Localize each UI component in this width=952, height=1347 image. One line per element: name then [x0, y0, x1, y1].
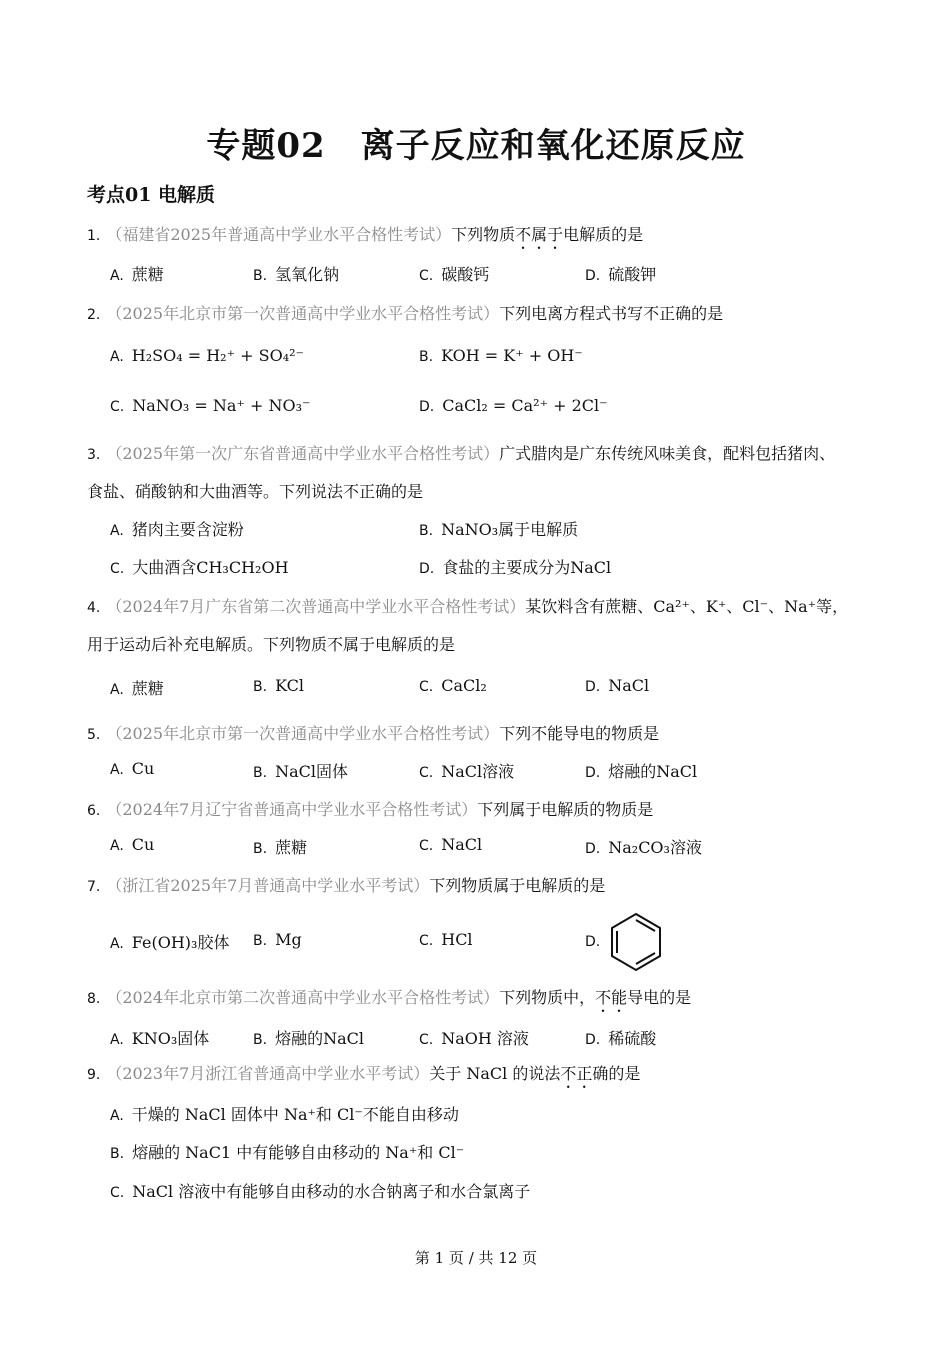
page-footer: 第 1 页 / 共 12 页: [414, 1249, 538, 1267]
page-title: 专题02 离子反应和氧化还原反应: [206, 126, 746, 166]
option-text: NaNO₃ = Na⁺ + NO₃⁻: [132, 396, 311, 415]
question-source: （2024年北京市第二次普通高中学业水平合格性考试）: [106, 988, 500, 1007]
answer-option[interactable]: [253, 676, 304, 695]
option-label: C.: [419, 268, 434, 284]
answer-option[interactable]: [253, 262, 339, 285]
option-text: NaOH 溶液: [441, 1029, 529, 1048]
option-label: A.: [110, 268, 124, 284]
question-text: 下列电离方程式书写不正确的是: [499, 304, 724, 323]
answer-option[interactable]: [110, 1102, 459, 1125]
option-text: 碳酸钙: [441, 265, 490, 284]
answer-option[interactable]: [253, 759, 348, 782]
option-label: C.: [110, 1185, 125, 1201]
option-text: 熔融的 NaC1 中有能够自由移动的 Na⁺和 Cl⁻: [132, 1143, 465, 1162]
question-stem: [87, 797, 653, 820]
option-text: NaCl溶液: [441, 762, 515, 781]
question-text: 下列物质属于电解质的是: [429, 876, 606, 895]
option-label: B.: [110, 1146, 125, 1162]
option-label: D.: [419, 561, 435, 577]
answer-option[interactable]: [253, 835, 307, 858]
option-label: A.: [110, 1032, 124, 1048]
option-label: B.: [253, 765, 268, 781]
question-stem: [87, 721, 659, 744]
question-source: （福建省2025年普通高中学业水平合格性考试）: [106, 225, 452, 244]
answer-option[interactable]: [419, 759, 514, 782]
emphasized-text: 不能: [595, 988, 628, 1007]
option-label: B.: [253, 933, 268, 949]
option-text: NaCl 溶液中有能够自由移动的水合钠离子和水合氯离子: [132, 1182, 531, 1201]
answer-option[interactable]: [585, 912, 664, 972]
option-label: C.: [419, 933, 434, 949]
answer-option[interactable]: [110, 555, 289, 578]
answer-option[interactable]: [585, 1026, 656, 1049]
option-label: D.: [419, 399, 435, 415]
option-label: B.: [253, 268, 268, 284]
answer-option[interactable]: [110, 835, 154, 854]
answer-option[interactable]: [419, 835, 482, 854]
question-source: （2025年北京市第一次普通高中学业水平合格性考试）: [106, 724, 500, 743]
option-label: A.: [110, 523, 124, 539]
option-text: 干燥的 NaCl 固体中 Na⁺和 Cl⁻不能自由移动: [131, 1105, 459, 1124]
emphasized-text: 不正: [560, 1064, 593, 1083]
answer-option[interactable]: [110, 1179, 530, 1202]
answer-option[interactable]: [585, 759, 697, 782]
answer-option[interactable]: [585, 262, 656, 285]
answer-option[interactable]: [585, 676, 649, 695]
option-text: 氢氧化钠: [275, 265, 340, 284]
question-text: 确的是: [592, 1064, 641, 1083]
question-stem: [87, 594, 848, 617]
option-text: Na₂CO₃溶液: [608, 838, 702, 857]
answer-option[interactable]: [110, 759, 154, 778]
question-number: 8.: [87, 991, 101, 1007]
option-text: Fe(OH)₃胶体: [131, 933, 230, 952]
answer-option[interactable]: [419, 346, 583, 365]
question-source: （2024年7月广东省第二次普通高中学业水平合格性考试）: [106, 597, 526, 616]
option-label: B.: [253, 1032, 268, 1048]
option-text: Cu: [131, 759, 155, 778]
option-label: C.: [110, 561, 125, 577]
option-text: HCl: [441, 930, 473, 949]
option-label: A.: [110, 936, 124, 952]
option-label: A.: [110, 349, 124, 365]
option-label: C.: [110, 399, 125, 415]
option-text: Cu: [131, 835, 155, 854]
section-heading: 考点01 电解质: [87, 184, 216, 206]
answer-option[interactable]: [110, 262, 164, 285]
question-source: （2025年北京市第一次普通高中学业水平合格性考试）: [106, 304, 500, 323]
option-text: NaCl固体: [275, 762, 348, 781]
question-text: 广式腊肉是广东传统风味美食，配料包括猪肉、: [499, 444, 836, 463]
question-text: 电解质的是: [563, 225, 644, 244]
question-text: 下列物质中，: [499, 988, 596, 1007]
question-number: 9.: [87, 1067, 101, 1083]
option-text: Mg: [275, 930, 302, 949]
answer-option[interactable]: [419, 555, 611, 578]
answer-option[interactable]: [419, 262, 489, 285]
option-text: 稀硫酸: [608, 1029, 657, 1048]
option-label: D.: [585, 679, 601, 695]
question-number: 6.: [87, 803, 101, 819]
answer-option[interactable]: [419, 1026, 529, 1049]
answer-option[interactable]: [110, 676, 164, 699]
answer-option[interactable]: [110, 930, 229, 953]
question-text: 下列属于电解质的物质是: [477, 800, 654, 819]
option-text: CaCl₂: [441, 676, 487, 695]
option-label: C.: [419, 1032, 434, 1048]
question-number: 5.: [87, 727, 101, 743]
answer-option[interactable]: [110, 346, 304, 365]
option-label: D.: [585, 765, 601, 781]
option-text: 大曲酒含CH₃CH₂OH: [132, 558, 289, 577]
answer-option[interactable]: [110, 1026, 209, 1049]
question-number: 1.: [87, 228, 101, 244]
question-stem: [87, 222, 643, 253]
option-text: 蔗糖: [131, 265, 164, 284]
question-source: （2023年7月浙江省普通高中学业水平考试）: [106, 1064, 430, 1083]
question-number: 7.: [87, 879, 101, 895]
question-number: 2.: [87, 307, 101, 323]
question-text: 导电的是: [627, 988, 692, 1007]
option-label: C.: [419, 679, 434, 695]
question-stem-continued: 用于运动后补充电解质。下列物质不属于电解质的是: [87, 635, 456, 654]
option-text: KNO₃固体: [131, 1029, 210, 1048]
question-stem: [87, 1061, 640, 1092]
option-label: D.: [585, 934, 601, 950]
answer-option[interactable]: [585, 835, 702, 858]
question-source: （2025年第一次广东省普通高中学业水平合格性考试）: [106, 444, 500, 463]
option-text: CaCl₂ = Ca²⁺ + 2Cl⁻: [442, 396, 608, 415]
emphasized-text: 不属于: [515, 225, 564, 244]
option-text: H₂SO₄ = H₂⁺ + SO₄²⁻: [131, 346, 304, 365]
option-text: NaNO₃属于电解质: [441, 520, 579, 539]
option-text: 食盐的主要成分为NaCl: [442, 558, 612, 577]
option-label: B.: [253, 841, 268, 857]
question-text: 下列物质: [451, 225, 516, 244]
option-text: 熔融的NaCl: [608, 762, 698, 781]
option-text: KOH = K⁺ + OH⁻: [441, 346, 583, 365]
option-label: D.: [585, 841, 601, 857]
answer-option[interactable]: [110, 396, 310, 415]
question-text: 某饮料含有蔗糖、Ca²⁺、K⁺、Cl⁻、Na⁺等，: [525, 597, 849, 616]
question-number: 4.: [87, 600, 101, 616]
benzene-ring-icon: [608, 912, 664, 972]
question-source: （2024年7月辽宁省普通高中学业水平合格性考试）: [106, 800, 478, 819]
option-label: B.: [419, 349, 434, 365]
question-stem-continued: 食盐、硝酸钠和大曲酒等。下列说法不正确的是: [87, 482, 424, 501]
option-label: B.: [419, 523, 434, 539]
answer-option[interactable]: [253, 930, 302, 949]
option-label: B.: [253, 679, 268, 695]
option-text: NaCl: [441, 835, 483, 854]
question-stem: [87, 873, 605, 896]
answer-option[interactable]: [110, 1140, 464, 1163]
option-label: D.: [585, 268, 601, 284]
question-stem: [87, 441, 835, 464]
answer-option[interactable]: [253, 1026, 364, 1049]
question-stem: [87, 985, 691, 1016]
option-label: C.: [419, 765, 434, 781]
question-source: （浙江省2025年7月普通高中学业水平考试）: [106, 876, 430, 895]
option-text: 蔗糖: [275, 838, 308, 857]
question-text: 下列不能导电的物质是: [499, 724, 660, 743]
answer-option[interactable]: [419, 930, 473, 949]
option-label: A.: [110, 1108, 124, 1124]
question-text: 关于 NaCl 的说法: [429, 1064, 561, 1083]
option-label: A.: [110, 838, 124, 854]
option-text: 蔗糖: [131, 679, 164, 698]
question-number: 3.: [87, 447, 101, 463]
answer-option[interactable]: [419, 517, 578, 540]
option-text: NaCl: [608, 676, 650, 695]
answer-option[interactable]: [419, 676, 487, 695]
option-label: A.: [110, 762, 124, 778]
option-text: 硫酸钾: [608, 265, 657, 284]
option-text: KCl: [275, 676, 304, 695]
answer-option[interactable]: [419, 396, 608, 415]
option-label: A.: [110, 682, 124, 698]
option-text: 熔融的NaCl: [275, 1029, 364, 1048]
option-text: 猪肉主要含淀粉: [131, 520, 244, 539]
answer-option[interactable]: [110, 517, 244, 540]
option-label: C.: [419, 838, 434, 854]
question-stem: [87, 301, 723, 324]
option-label: D.: [585, 1032, 601, 1048]
